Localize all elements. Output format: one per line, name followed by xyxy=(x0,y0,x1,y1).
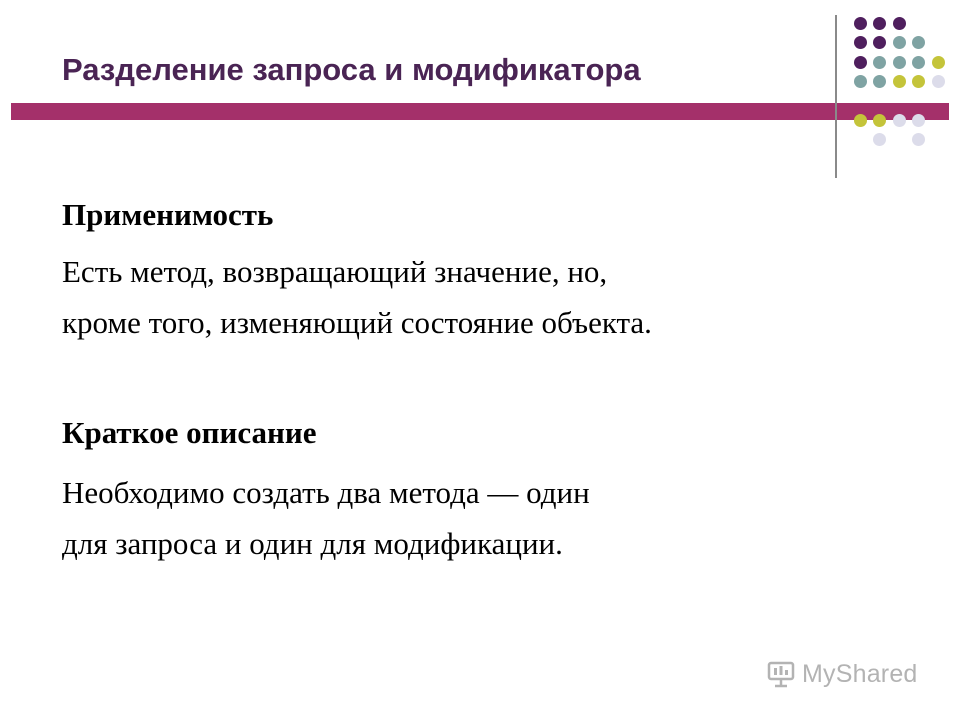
decorative-dot xyxy=(873,75,886,88)
decorative-dot xyxy=(873,56,886,69)
decorative-dot xyxy=(854,36,867,49)
decorative-dot xyxy=(854,114,867,127)
section-text-summary xyxy=(62,467,822,569)
watermark xyxy=(766,655,918,693)
decorative-dot xyxy=(893,75,906,88)
decorative-dot xyxy=(912,75,925,88)
section-heading-applicability: Применимость xyxy=(62,197,274,232)
text-line: Необходимо создать два метода — один xyxy=(62,475,590,510)
decorative-dot xyxy=(893,56,906,69)
decorative-dot xyxy=(893,36,906,49)
decorative-dot xyxy=(912,56,925,69)
text-line: кроме того, изменяющий состояние объекта. xyxy=(62,305,652,340)
decorative-dot xyxy=(873,114,886,127)
decorative-dot xyxy=(854,17,867,30)
decorative-dot xyxy=(932,56,945,69)
decorative-dot xyxy=(912,114,925,127)
text-line: Есть метод, возвращающий значение, но, xyxy=(62,254,608,289)
decorative-dot xyxy=(893,114,906,127)
decorative-dot xyxy=(854,75,867,88)
decorative-dot xyxy=(893,17,906,30)
decorative-dot xyxy=(873,36,886,49)
slide-title: Разделение запроса и модификатора xyxy=(62,52,641,87)
decorative-dot xyxy=(912,133,925,146)
decorative-dot xyxy=(873,17,886,30)
section-heading-summary: Краткое описание xyxy=(62,415,317,450)
decorative-dot xyxy=(854,56,867,69)
decorative-dot xyxy=(873,133,886,146)
mypresentation-logo-icon xyxy=(766,659,796,689)
decorative-dot xyxy=(932,75,945,88)
decorative-dot-grid xyxy=(0,0,960,180)
watermark-text: MyShared xyxy=(802,659,918,688)
decorative-dot xyxy=(912,36,925,49)
text-line: для запроса и один для модификации. xyxy=(62,526,563,561)
section-text-applicability xyxy=(62,246,822,348)
